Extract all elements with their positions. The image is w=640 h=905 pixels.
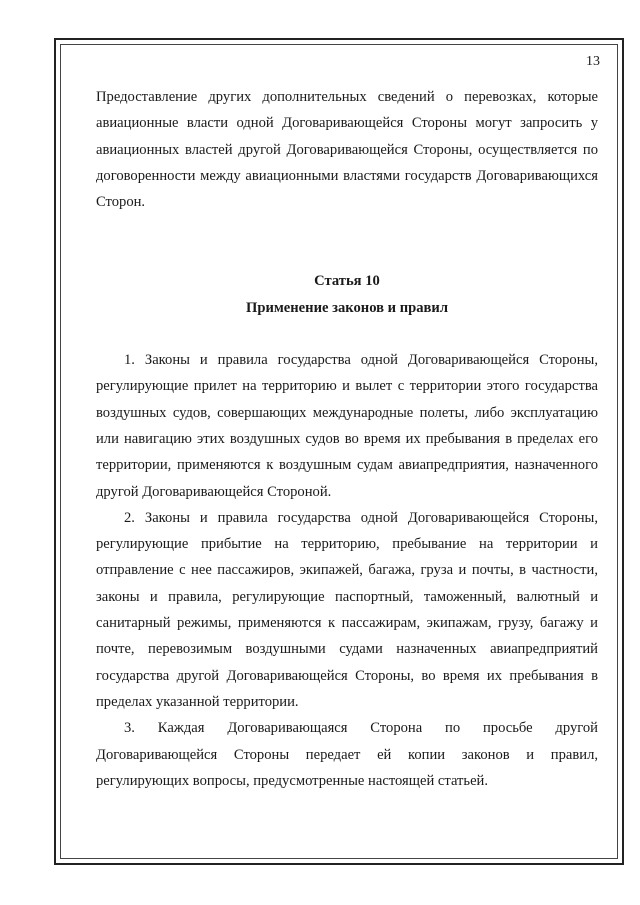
paragraph-3: 3. Каждая Договаривающаяся Сторона по просьбе другой Договаривающейся Стороны передает ей копии законов и правил, регулирующих вопросы, предусмотренные настоящей статьей. (96, 720, 598, 789)
article-number: Статья 10 (314, 273, 380, 290)
article-title: Применение законов и правил (245, 299, 449, 316)
intro-paragraph: Предоставление других дополнительных сведений о перевозках, которые авиационные власти одной Договаривающейся Стороны могут запросить у авиационных властей другой Договаривающейся Стороны, осуществляется по договоренности между авиационными властями государств Договаривающихся Сторон. (96, 89, 598, 211)
document-body (96, 84, 598, 794)
page-number: 13 (586, 54, 600, 69)
paragraph-2: 2. Законы и правила государства одной Договаривающейся Стороны, регулирующие прибытие на территорию, пребывание на территории и отправление с нее пассажиров, экипажей, багажа, груза и почты, в частности, законы и правила, регулирующие паспортный, таможенный, валютный и санитарный режимы, применяются к пассажирам, экипажам, грузу, багажу и почте, перевозимым воздушными судами назначенных авиапредприятий государства другой Договаривающейся Стороны, во время их пребывания в пределах указанной территории. (96, 509, 598, 710)
paragraph-1: 1. Законы и правила государства одной Договаривающейся Стороны, регулирующие прилет на территорию и вылет с территории этого государства воздушных судов, совершающих международные полеты, либо эксплуатацию или навигацию этих воздушных судов во время их пребывания в пределах его территории, применяются к воздушным судам авиапредприятия, назначенного другой Договаривающейся Стороной. (96, 352, 598, 500)
